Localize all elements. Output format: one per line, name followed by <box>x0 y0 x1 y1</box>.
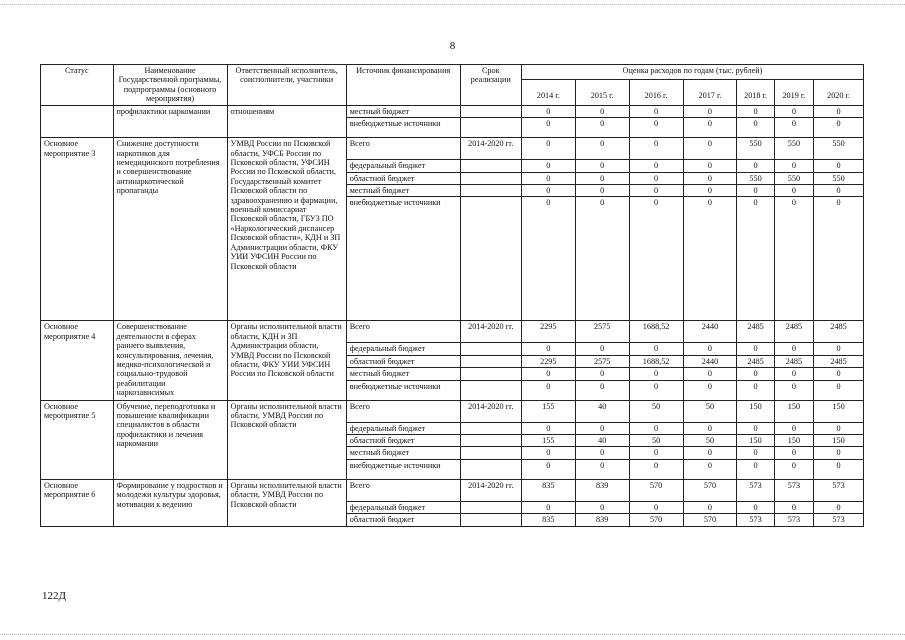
value-cell: 0 <box>814 105 864 117</box>
value-cell: 573 <box>774 479 813 501</box>
value-cell: 0 <box>521 380 575 400</box>
value-cell: 0 <box>737 501 774 513</box>
period-cell <box>460 368 521 380</box>
status-cell: Основное мероприятие 3 <box>41 138 114 321</box>
value-cell: 0 <box>521 184 575 196</box>
value-cell: 0 <box>521 138 575 160</box>
value-cell: 0 <box>814 447 864 459</box>
value-cell: 835 <box>521 514 575 526</box>
value-cell: 40 <box>575 400 629 422</box>
responsible-cell: Органы исполнительной власти области, КДН и ЗП Администрации области, УМВД России по Псковской области, ФКУ УИИ УФСИН России по Псковской области <box>227 321 346 400</box>
source-cell: внебюджетные источники <box>346 380 460 400</box>
status-cell: Основное мероприятие 6 <box>41 479 114 526</box>
period-cell: 2014-2020 гг. <box>460 321 521 343</box>
table-row <box>41 321 864 343</box>
period-cell <box>460 514 521 526</box>
value-cell: 0 <box>683 447 737 459</box>
value-cell: 50 <box>629 400 683 422</box>
value-cell: 0 <box>629 197 683 321</box>
value-cell: 0 <box>629 447 683 459</box>
year-header: 2017 г. <box>683 79 737 105</box>
value-cell: 573 <box>774 514 813 526</box>
year-header: 2020 г. <box>814 79 864 105</box>
period-cell <box>460 422 521 434</box>
year-header: 2015 г. <box>575 79 629 105</box>
source-cell: федеральный бюджет <box>346 160 460 172</box>
value-cell: 0 <box>683 422 737 434</box>
value-cell: 2575 <box>575 355 629 367</box>
value-cell: 0 <box>575 447 629 459</box>
value-cell: 155 <box>521 400 575 422</box>
value-cell: 0 <box>683 501 737 513</box>
value-cell: 50 <box>683 435 737 447</box>
responsible-cell: УМВД России по Псковской области, УФСБ России по Псковской области, УФСИН России по Псковской области, Государственный комитет Псковской области по здравоохранению и фармации, военный комиссариат Псковской области, ГБУЗ ПО «Наркологический диспансер Псковской области», КДН и ЗП Администрации области, ФКУ УИИ УФСИН России по Псковской области <box>227 138 346 321</box>
status-cell: Основное мероприятие 5 <box>41 400 114 479</box>
value-cell: 2440 <box>683 355 737 367</box>
value-cell: 550 <box>774 138 813 160</box>
source-cell: внебюджетные источники <box>346 459 460 479</box>
period-cell <box>460 184 521 196</box>
value-cell: 0 <box>774 459 813 479</box>
period-cell: 2014-2020 гг. <box>460 400 521 422</box>
value-cell: 0 <box>737 118 774 138</box>
status-cell: Основное мероприятие 4 <box>41 321 114 400</box>
value-cell: 573 <box>814 514 864 526</box>
value-cell: 570 <box>629 514 683 526</box>
period-cell <box>460 105 521 117</box>
source-cell: Всего <box>346 321 460 343</box>
value-cell: 0 <box>521 343 575 355</box>
source-cell: местный бюджет <box>346 447 460 459</box>
period-cell: 2014-2020 гг. <box>460 138 521 160</box>
value-cell: 2485 <box>814 321 864 343</box>
value-cell: 0 <box>575 343 629 355</box>
value-cell: 0 <box>774 160 813 172</box>
value-cell: 550 <box>737 138 774 160</box>
value-cell: 0 <box>521 501 575 513</box>
year-header: 2019 г. <box>774 79 813 105</box>
value-cell: 0 <box>814 501 864 513</box>
source-cell: областной бюджет <box>346 514 460 526</box>
source-cell: областной бюджет <box>346 172 460 184</box>
value-cell: 0 <box>737 368 774 380</box>
table-row <box>41 400 864 422</box>
value-cell: 0 <box>774 368 813 380</box>
value-cell: 150 <box>774 400 813 422</box>
value-cell: 1688,52 <box>629 321 683 343</box>
value-cell: 0 <box>575 138 629 160</box>
value-cell: 0 <box>521 160 575 172</box>
period-cell <box>460 197 521 321</box>
value-cell: 0 <box>774 447 813 459</box>
source-cell: федеральный бюджет <box>346 422 460 434</box>
value-cell: 0 <box>737 459 774 479</box>
value-cell: 0 <box>575 501 629 513</box>
period-cell <box>460 160 521 172</box>
source-cell: федеральный бюджет <box>346 343 460 355</box>
col-responsible-header: Ответственный исполнитель, соисполнители, участники <box>227 65 346 106</box>
value-cell: 0 <box>683 380 737 400</box>
value-cell: 150 <box>737 435 774 447</box>
value-cell: 0 <box>814 343 864 355</box>
value-cell: 0 <box>521 422 575 434</box>
value-cell: 570 <box>629 479 683 501</box>
period-cell <box>460 118 521 138</box>
period-cell <box>460 172 521 184</box>
responsible-cell: Органы исполнительной власти области, УМВД России по Псковской области <box>227 400 346 479</box>
name-cell: профилактики наркомании <box>113 105 227 137</box>
value-cell: 0 <box>683 160 737 172</box>
value-cell: 155 <box>521 435 575 447</box>
value-cell: 2485 <box>774 321 813 343</box>
value-cell: 2485 <box>774 355 813 367</box>
value-cell: 573 <box>814 479 864 501</box>
period-cell <box>460 435 521 447</box>
table-row <box>41 479 864 501</box>
value-cell: 0 <box>737 184 774 196</box>
value-cell: 0 <box>814 118 864 138</box>
value-cell: 0 <box>814 459 864 479</box>
value-cell: 0 <box>575 368 629 380</box>
value-cell: 0 <box>683 197 737 321</box>
source-cell: местный бюджет <box>346 368 460 380</box>
source-cell: областной бюджет <box>346 355 460 367</box>
value-cell: 0 <box>521 118 575 138</box>
name-cell: Снижение доступности наркотиков для немедицинского потребления и совершенствование антинаркотической пропаганды <box>113 138 227 321</box>
responsible-cell: Органы исполнительной власти области, УМВД России по Псковской области <box>227 479 346 526</box>
page-number: 8 <box>449 40 456 52</box>
source-cell: областной бюджет <box>346 435 460 447</box>
value-cell: 0 <box>683 118 737 138</box>
header-row <box>41 65 864 80</box>
value-cell: 0 <box>774 197 813 321</box>
period-cell <box>460 343 521 355</box>
period-cell <box>460 459 521 479</box>
name-cell: Формирование у подростков и молодежи культуры здоровья, мотивации к ведению <box>113 479 227 526</box>
value-cell: 0 <box>814 368 864 380</box>
value-cell: 2440 <box>683 321 737 343</box>
value-cell: 0 <box>737 447 774 459</box>
value-cell: 0 <box>683 184 737 196</box>
name-cell: Обучение, переподготовка и повышение квалификации специалистов в области профилактики и лечения наркомании <box>113 400 227 479</box>
col-estimate-header: Оценка расходов по годам (тыс. рублей) <box>521 65 863 80</box>
source-cell: Всего <box>346 400 460 422</box>
value-cell: 0 <box>683 105 737 117</box>
year-header: 2016 г. <box>629 79 683 105</box>
value-cell: 0 <box>774 422 813 434</box>
value-cell: 835 <box>521 479 575 501</box>
value-cell: 0 <box>575 172 629 184</box>
table-row <box>41 105 864 117</box>
value-cell: 50 <box>629 435 683 447</box>
value-cell: 0 <box>683 138 737 160</box>
value-cell: 0 <box>774 184 813 196</box>
period-cell: 2014-2020 гг. <box>460 479 521 501</box>
value-cell: 0 <box>774 118 813 138</box>
value-cell: 0 <box>629 380 683 400</box>
value-cell: 0 <box>814 184 864 196</box>
value-cell: 0 <box>575 160 629 172</box>
value-cell: 0 <box>629 368 683 380</box>
value-cell: 0 <box>521 447 575 459</box>
col-period-header: Срок реализации <box>460 65 521 106</box>
responsible-cell: отношениям <box>227 105 346 137</box>
status-cell <box>41 105 114 137</box>
value-cell: 0 <box>774 343 813 355</box>
value-cell: 550 <box>814 138 864 160</box>
value-cell: 0 <box>814 422 864 434</box>
value-cell: 839 <box>575 479 629 501</box>
value-cell: 570 <box>683 514 737 526</box>
value-cell: 0 <box>629 501 683 513</box>
value-cell: 0 <box>521 105 575 117</box>
col-name-header: Наименование Государственной программы, подпрограммы (основного мероприятия) <box>113 65 227 106</box>
value-cell: 0 <box>629 160 683 172</box>
value-cell: 0 <box>683 368 737 380</box>
value-cell: 0 <box>629 138 683 160</box>
value-cell: 0 <box>683 172 737 184</box>
value-cell: 0 <box>814 197 864 321</box>
value-cell: 573 <box>737 479 774 501</box>
source-cell: местный бюджет <box>346 184 460 196</box>
source-cell: Всего <box>346 479 460 501</box>
value-cell: 0 <box>774 380 813 400</box>
value-cell: 0 <box>737 105 774 117</box>
value-cell: 50 <box>683 400 737 422</box>
name-cell: Совершенствование деятельности в сферах раннего выявления, консультирования, лечения, медико-психологической и социально-трудовой реабилитации наркозависимых <box>113 321 227 400</box>
year-header: 2018 г. <box>737 79 774 105</box>
value-cell: 150 <box>814 400 864 422</box>
value-cell: 0 <box>575 105 629 117</box>
value-cell: 0 <box>629 172 683 184</box>
year-header: 2014 г. <box>521 79 575 105</box>
scan-edge-top <box>0 4 905 5</box>
value-cell: 0 <box>737 343 774 355</box>
value-cell: 0 <box>683 459 737 479</box>
table-row <box>41 138 864 160</box>
value-cell: 0 <box>575 459 629 479</box>
period-cell <box>460 355 521 367</box>
value-cell: 0 <box>521 197 575 321</box>
period-cell <box>460 501 521 513</box>
scan-edge-bottom <box>0 634 905 635</box>
value-cell: 2485 <box>737 321 774 343</box>
value-cell: 0 <box>629 422 683 434</box>
value-cell: 0 <box>575 422 629 434</box>
value-cell: 839 <box>575 514 629 526</box>
value-cell: 1688,52 <box>629 355 683 367</box>
value-cell: 550 <box>814 172 864 184</box>
value-cell: 150 <box>774 435 813 447</box>
value-cell: 0 <box>774 105 813 117</box>
source-cell: внебюджетные источники <box>346 197 460 321</box>
value-cell: 0 <box>575 184 629 196</box>
value-cell: 150 <box>737 400 774 422</box>
value-cell: 40 <box>575 435 629 447</box>
value-cell: 0 <box>737 422 774 434</box>
value-cell: 0 <box>521 172 575 184</box>
value-cell: 2485 <box>814 355 864 367</box>
value-cell: 0 <box>774 501 813 513</box>
value-cell: 550 <box>737 172 774 184</box>
value-cell: 0 <box>814 160 864 172</box>
table-body <box>41 105 864 526</box>
value-cell: 550 <box>774 172 813 184</box>
value-cell: 2295 <box>521 321 575 343</box>
value-cell: 570 <box>683 479 737 501</box>
source-cell: местный бюджет <box>346 105 460 117</box>
value-cell: 0 <box>737 160 774 172</box>
value-cell: 2295 <box>521 355 575 367</box>
value-cell: 0 <box>683 343 737 355</box>
value-cell: 0 <box>521 368 575 380</box>
source-cell: Всего <box>346 138 460 160</box>
source-cell: внебюджетные источники <box>346 118 460 138</box>
value-cell: 573 <box>737 514 774 526</box>
col-source-header: Источник финансирования <box>346 65 460 106</box>
value-cell: 0 <box>737 197 774 321</box>
value-cell: 0 <box>629 343 683 355</box>
value-cell: 0 <box>814 380 864 400</box>
period-cell <box>460 447 521 459</box>
expenditure-table <box>40 64 864 527</box>
value-cell: 0 <box>629 184 683 196</box>
value-cell: 150 <box>814 435 864 447</box>
value-cell: 2485 <box>737 355 774 367</box>
footer-code: 122Д <box>42 590 67 602</box>
value-cell: 0 <box>575 197 629 321</box>
value-cell: 0 <box>575 380 629 400</box>
value-cell: 0 <box>575 118 629 138</box>
value-cell: 2575 <box>575 321 629 343</box>
source-cell: федеральный бюджет <box>346 501 460 513</box>
value-cell: 0 <box>629 105 683 117</box>
period-cell <box>460 380 521 400</box>
col-status-header: Статус <box>41 65 114 106</box>
value-cell: 0 <box>629 459 683 479</box>
value-cell: 0 <box>737 380 774 400</box>
value-cell: 0 <box>629 118 683 138</box>
value-cell: 0 <box>521 459 575 479</box>
